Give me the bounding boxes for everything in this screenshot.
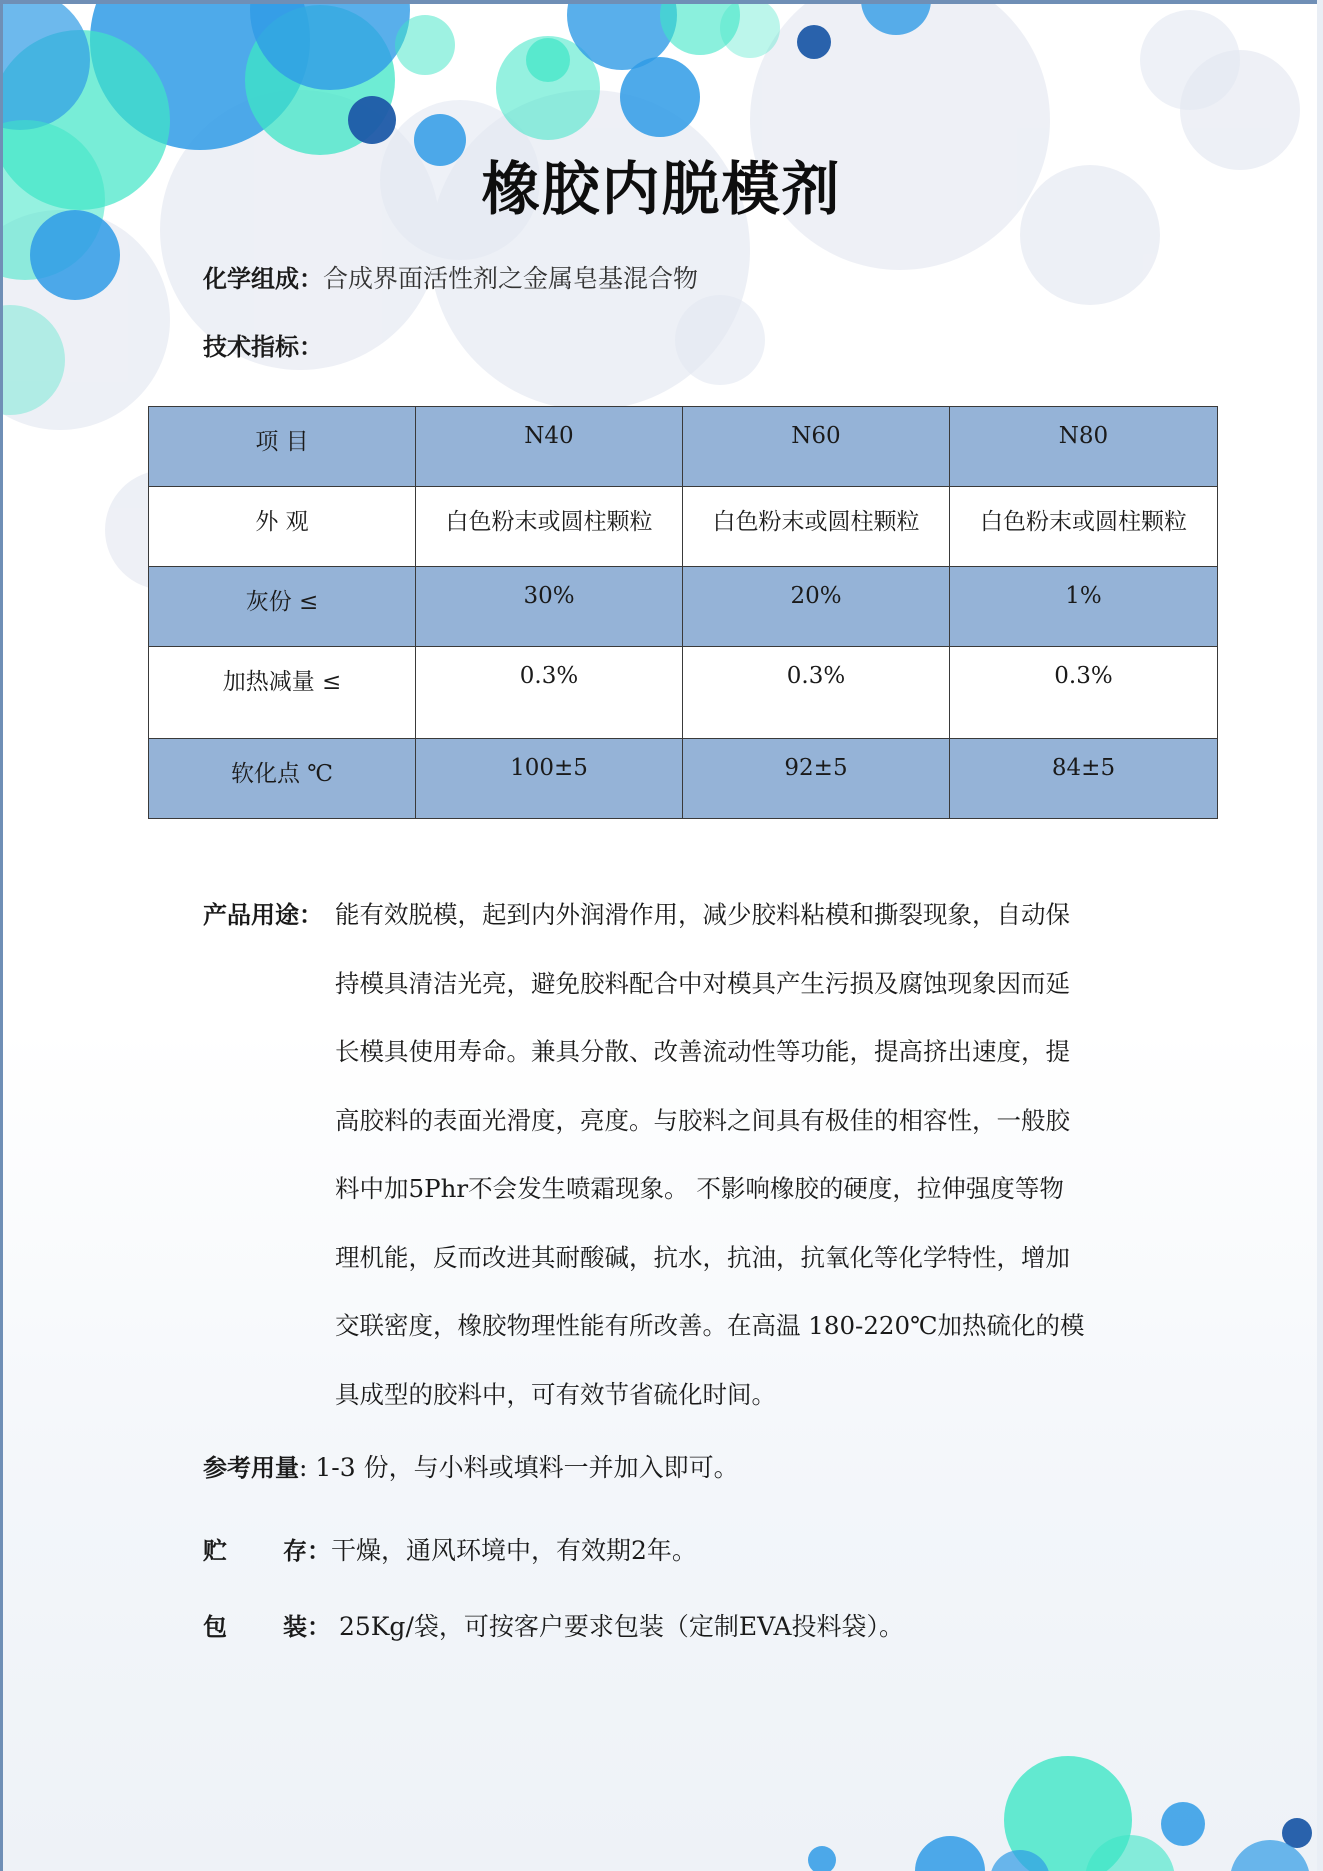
- usage-label: 产品用途：: [203, 901, 323, 929]
- storage-label-b: 存：: [283, 1537, 331, 1565]
- table-header-cell: N60: [683, 407, 950, 487]
- frame-top-edge: [0, 0, 1323, 4]
- table-header-cell: N40: [416, 407, 683, 487]
- spec-table: [148, 406, 1218, 819]
- usage-line: 持模具清洁光亮，避免胶料配合中对模具产生污损及腐蚀现象因而延: [335, 968, 1070, 998]
- storage-label-a: 贮: [203, 1537, 227, 1565]
- frame-right-edge: [1317, 0, 1323, 1871]
- table-cell: 白色粉末或圆柱颗粒: [950, 487, 1218, 567]
- table-cell: 灰份 ≤: [149, 567, 416, 647]
- usage-line: 具成型的胶料中，可有效节省硫化时间。: [335, 1379, 776, 1409]
- table-header-row: [149, 407, 1218, 487]
- table-row: [149, 647, 1218, 739]
- storage-line: [203, 1534, 697, 1568]
- table-cell: 84±5: [950, 739, 1218, 819]
- table-header-cell: N80: [950, 407, 1218, 487]
- composition-label: 化学组成：: [203, 265, 323, 293]
- table-cell: 白色粉末或圆柱颗粒: [416, 487, 683, 567]
- table-cell: 加热减量 ≤: [149, 647, 416, 739]
- table-row: [149, 487, 1218, 567]
- table-cell: 30%: [416, 567, 683, 647]
- dosage-label: 参考用量: [203, 1454, 299, 1482]
- table-cell: 100±5: [416, 739, 683, 819]
- table-cell: 外 观: [149, 487, 416, 567]
- table-cell: 0.3%: [416, 647, 683, 739]
- tech-spec-heading: [203, 330, 323, 364]
- table-cell: 白色粉末或圆柱颗粒: [683, 487, 950, 567]
- table-cell: 1%: [950, 567, 1218, 647]
- page-title: 橡胶内脱模剂: [481, 155, 842, 223]
- usage-line: 理机能，反而改进其耐酸碱，抗水，抗油，抗氧化等化学特性，增加: [335, 1242, 1070, 1272]
- usage-line: 交联密度，橡胶物理性能有所改善。在高温 180-220℃加热硫化的模: [335, 1311, 1085, 1340]
- table-cell: 0.3%: [950, 647, 1218, 739]
- packaging-value: 25Kg/袋，可按客户要求包装（定制EVA投料袋）。: [331, 1612, 905, 1641]
- packaging-label-a: 包: [203, 1613, 227, 1641]
- usage-line: 能有效脱模，起到内外润滑作用，减少胶料粘模和撕裂现象，自动保: [335, 900, 1070, 929]
- tech-spec-label: 技术指标：: [203, 333, 323, 361]
- table-cell: 软化点 ℃: [149, 739, 416, 819]
- dosage-value: : 1-3 份，与小料或填料一并加入即可。: [299, 1453, 739, 1482]
- packaging-label-b: 装：: [283, 1613, 331, 1641]
- storage-value: 干燥，通风环境中，有效期2年。: [331, 1536, 697, 1565]
- table-cell: 0.3%: [683, 647, 950, 739]
- frame-left-edge: [0, 0, 3, 1871]
- packaging-line: [203, 1610, 904, 1644]
- composition-value: 合成界面活性剂之金属皂基混合物: [323, 264, 699, 293]
- usage-line: 料中加5Phr不会发生喷霜现象。 不影响橡胶的硬度，拉伸强度等物: [335, 1174, 1064, 1203]
- composition-line: [203, 262, 698, 296]
- table-cell: 20%: [683, 567, 950, 647]
- dosage-line: [203, 1451, 739, 1485]
- usage-body: [335, 881, 1135, 1429]
- table-header-cell: 项 目: [149, 407, 416, 487]
- table-row: [149, 567, 1218, 647]
- usage-line: 长模具使用寿命。兼具分散、改善流动性等功能，提高挤出速度，提: [335, 1037, 1070, 1066]
- table-cell: 92±5: [683, 739, 950, 819]
- table-row: [149, 739, 1218, 819]
- usage-line: 高胶料的表面光滑度，亮度。与胶料之间具有极佳的相容性，一般胶: [335, 1105, 1070, 1135]
